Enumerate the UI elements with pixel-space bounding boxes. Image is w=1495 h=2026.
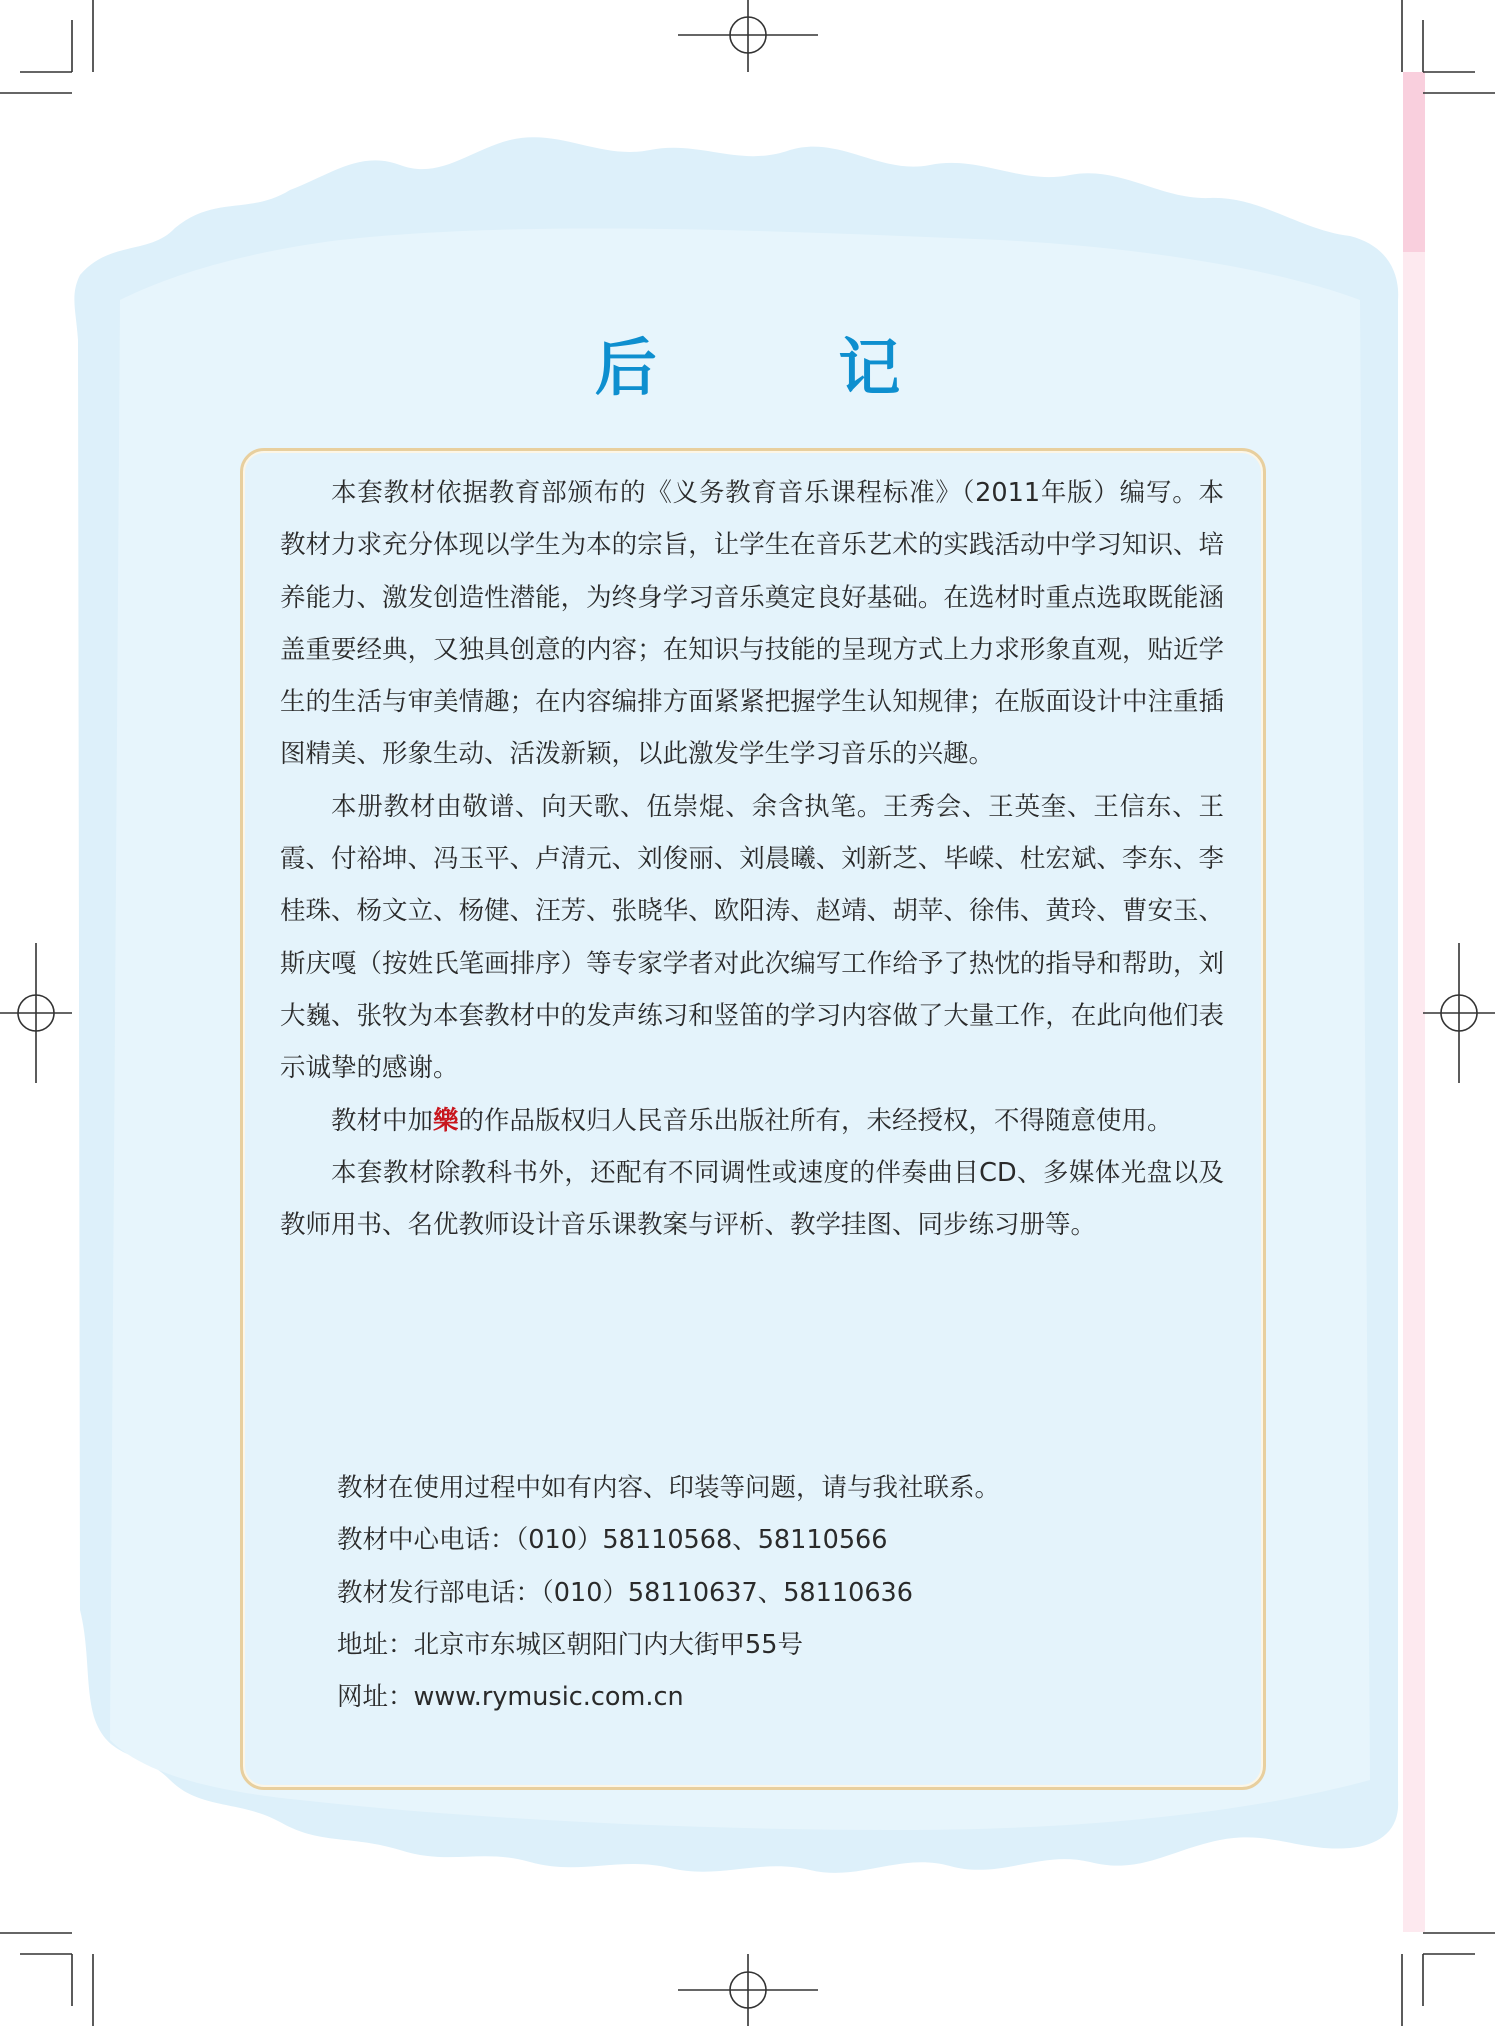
contact-info	[337, 1462, 1237, 1723]
copyright-text-before: 教材中加	[331, 1105, 434, 1136]
contact-center-phone: 教材中心电话：（010）58110568、58110566	[337, 1525, 888, 1556]
paragraph-authors: 本册教材由敬谱、向天歌、伍崇焜、余含执笔。王秀会、王英奎、王信东、王霞、付裕坤、冯玉平、卢清元、刘俊丽、刘晨曦、刘新芝、毕嵘、杜宏斌、李东、李桂珠、杨文立、杨健、汪芳、张晓华、欧阳涛、赵靖、胡苹、徐伟、黄玲、曹安玉、斯庆嘎（按姓氏笔画排序）等专家学者对此次编写工作给予了热忱的指导和帮助，刘大巍、张牧为本套教材中的发声练习和竖笛的学习内容做了大量工作，在此向他们表示诚挚的感谢。	[280, 791, 1224, 1084]
contact-notice: 教材在使用过程中如有内容、印装等问题，请与我社联系。	[337, 1473, 1001, 1503]
contact-address: 地址：北京市东城区朝阳门内大街甲55号	[337, 1629, 803, 1660]
music-seal-icon: 樂	[433, 1105, 459, 1136]
contact-distribution-phone: 教材发行部电话：（010）58110637、58110636	[337, 1577, 914, 1608]
afterword-body	[280, 467, 1224, 1251]
paragraph-curriculum: 本套教材依据教育部颁布的《义务教育音乐课程标准》（2011年版）编写。本教材力求充分体现以学生为本的宗旨，让学生在音乐艺术的实践活动中学习知识、培养能力、激发创造性潜能，为终身学习音乐奠定良好基础。在选材时重点选取既能涵盖重要经典，又独具创意的内容；在知识与技能的呈现方式上力求形象直观，贴近学生的生活与审美情趣；在内容编排方面紧紧把握学生认知规律；在版面设计中注重插图精美、形象生动、活泼新颖，以此激发学生学习音乐的兴趣。	[280, 478, 1224, 770]
copyright-text-after: 的作品版权归人民音乐出版社所有，未经授权，不得随意使用。	[458, 1105, 1173, 1136]
paragraph-copyright	[280, 1095, 1224, 1147]
contact-website[interactable]: 网址：www.rymusic.com.cn	[337, 1682, 684, 1713]
page-title: 后 记	[594, 331, 981, 404]
paragraph-supplements: 本套教材除教科书外，还配有不同调性或速度的伴奏曲目CD、多媒体光盘以及教师用书、名优教师设计音乐课教案与评析、教学挂图、同步练习册等。	[280, 1157, 1224, 1241]
